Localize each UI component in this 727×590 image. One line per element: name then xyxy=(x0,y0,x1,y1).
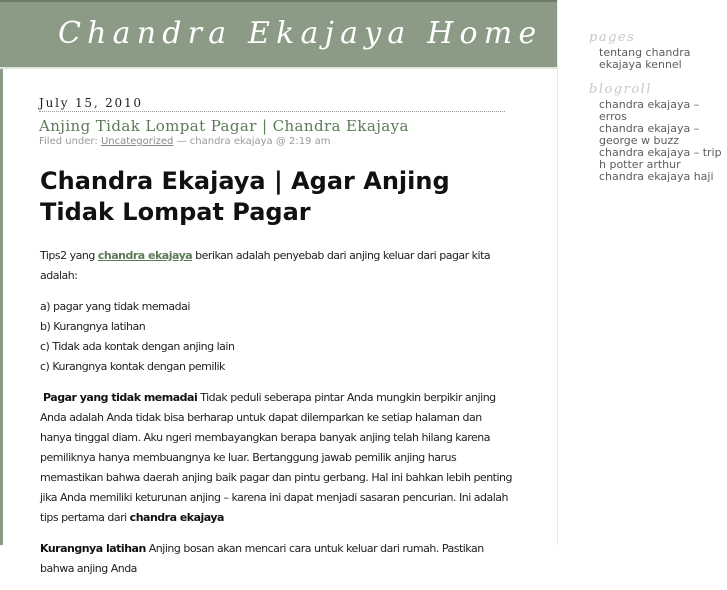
paragraph-fence-end: chandra ekajaya xyxy=(129,511,224,524)
intro-text-before: Tips2 yang xyxy=(40,249,95,262)
blogroll-link[interactable]: chandra ekajaya haji xyxy=(599,170,714,183)
post-body xyxy=(40,246,512,590)
blogroll-link[interactable]: chandra ekajaya – erros xyxy=(599,98,700,123)
post-heading: Chandra Ekajaya | Agar Anjing Tidak Lompat Pagar xyxy=(40,167,450,226)
site-title[interactable]: Chandra Ekajaya Home xyxy=(58,16,543,51)
pages-heading: pages xyxy=(589,30,636,45)
meta-author-time: — chandra ekajaya @ 2:19 am xyxy=(176,136,331,147)
pages-list xyxy=(599,47,727,71)
left-border xyxy=(0,0,3,545)
reasons-list xyxy=(40,297,512,377)
reason-item: a) pagar yang tidak memadai xyxy=(40,300,190,313)
blogroll-link[interactable]: chandra ekajaya – trip h potter arthur xyxy=(599,146,722,171)
site-header xyxy=(0,0,557,69)
category-link[interactable]: Uncategorized xyxy=(100,136,174,147)
intro-text-after: berikan adalah penyebab dari anjing keluar dari pagar kita adalah: xyxy=(40,249,491,282)
page-link[interactable]: tentang chandra ekajaya kennel xyxy=(599,46,691,71)
post-meta xyxy=(39,136,331,147)
paragraph-fence-text: Tidak peduli seberapa pintar Anda mungkin berpikir anjing Anda adalah Anda tidak bisa berharap untuk dapat dilemparkan ke setiap halaman dan hanya tinggal diam. Aku ngeri membayangkan berapa banyak anjing telah hilang karena pemiliknya hanya membuangnya ke luar. Bertanggung jawab pemilik anjing harus memastikan bahwa daerah anjing baik pagar dan pintu gerbang. Hal ini bahkan lebih penting jika Anda memiliki keturunan anjing – karena ini dapat menjadi sasaran pencurian. Ini adalah tips pertama dari xyxy=(40,391,512,524)
paragraph-fence-title: Pagar yang tidak memadai xyxy=(43,391,198,404)
post-title-link[interactable]: Anjing Tidak Lompat Pagar | Chandra Ekajaya xyxy=(39,117,409,135)
paragraph-exercise-text: Anjing bosan akan mencari cara untuk keluar dari rumah. Pastikan bahwa anjing Anda xyxy=(40,542,484,575)
blogroll-heading: blogroll xyxy=(589,82,652,97)
paragraph-exercise-title: Kurangnya latihan xyxy=(40,542,146,555)
post-date: July 15, 2010 xyxy=(39,96,505,112)
paragraph-fence xyxy=(40,388,512,528)
reason-item: c) Tidak ada kontak dengan anjing lain xyxy=(40,340,235,353)
blogroll-list xyxy=(599,99,727,183)
paragraph-exercise xyxy=(40,539,512,579)
reason-item: c) Kurangnya kontak dengan pemilik xyxy=(40,360,225,373)
intro-link[interactable]: chandra ekajaya xyxy=(97,249,193,262)
meta-prefix: Filed under: xyxy=(39,136,98,147)
reason-item: b) Kurangnya latihan xyxy=(40,320,146,333)
sidebar xyxy=(557,0,727,545)
blogroll-link[interactable]: chandra ekajaya – george w buzz xyxy=(599,122,700,147)
intro-paragraph xyxy=(40,246,512,286)
